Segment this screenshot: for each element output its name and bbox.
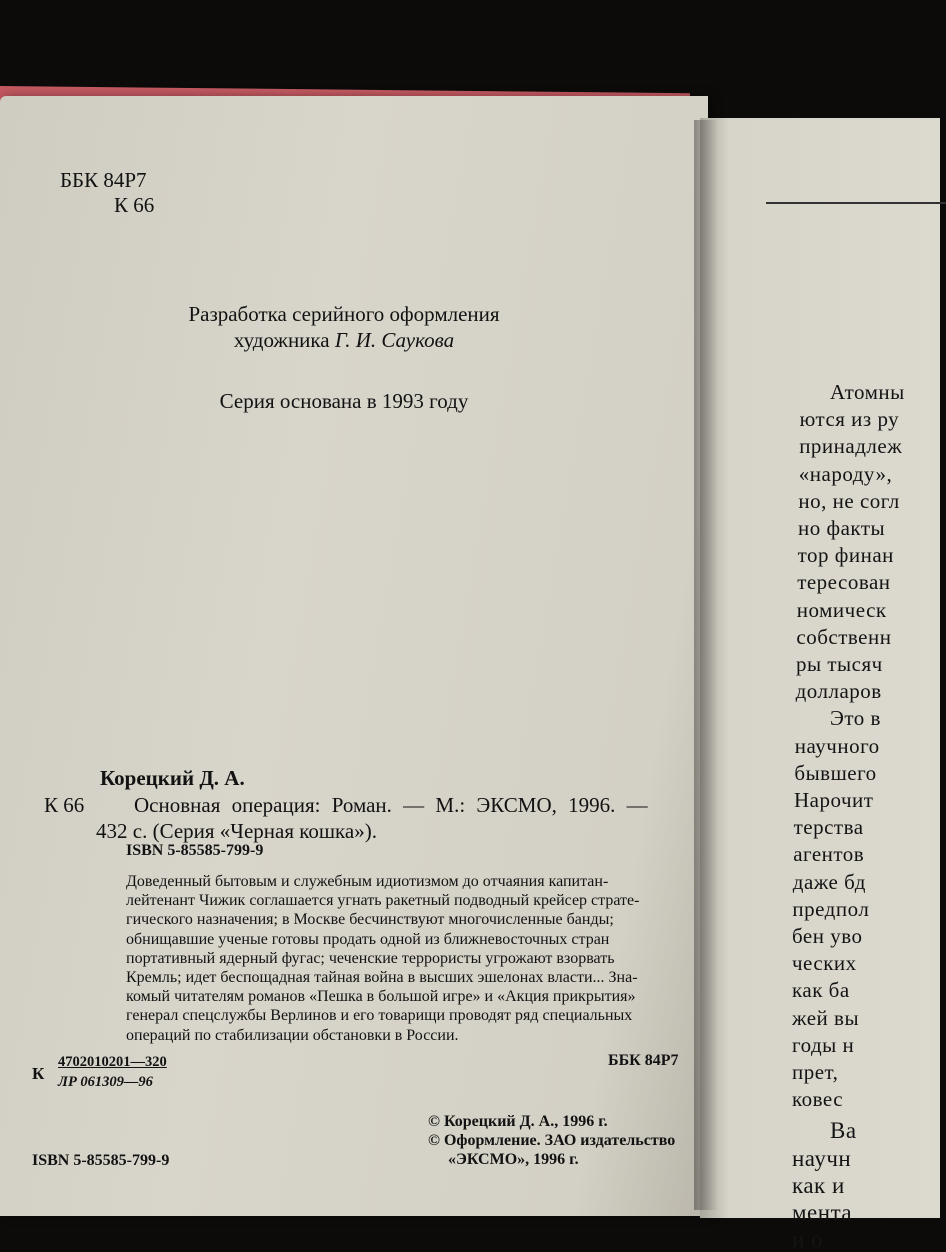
right-page-line: «народу», xyxy=(798,461,893,486)
biblio-line2: 432 с. (Серия «Черная кошка»). xyxy=(96,819,377,843)
right-page-line: терства xyxy=(793,815,864,840)
author-name: Корецкий Д. А. xyxy=(100,766,245,790)
right-page-line: ческих xyxy=(792,951,857,976)
right-page-line: предпол xyxy=(792,896,870,921)
right-page-line: собственн xyxy=(796,624,892,649)
annotation-line: Доведенный бытовым и служебным идиотизмом до отчаяния капитан- xyxy=(126,873,609,890)
design-credit-line1: Разработка серийного оформления xyxy=(188,302,500,326)
design-credit-prefix: художника xyxy=(233,328,335,352)
bbk-header xyxy=(60,168,154,218)
code-line2: ЛР 061309—96 xyxy=(58,1074,153,1090)
copyright-publisher: «ЭКСМО», 1996 г. xyxy=(448,1151,579,1168)
right-page-line: мента xyxy=(792,1200,853,1225)
bbk-bottom: ББК 84Р7 xyxy=(608,1052,679,1069)
right-page-line: даже бд xyxy=(792,869,866,894)
biblio-line1: Основная операция: Роман. — М.: ЭКСМО, 1996. — xyxy=(134,793,648,817)
right-page-line: долларов xyxy=(795,679,882,704)
right-page-line: ковес xyxy=(792,1087,844,1112)
right-page-line: принадлеж xyxy=(799,434,903,459)
annotation-line: Кремль; идет беспощадная тайная война в высших эшелонах власти... Зна- xyxy=(126,969,638,987)
isbn-bottom: ISBN 5-85585-799-9 xyxy=(32,1152,170,1169)
book-gutter xyxy=(694,120,718,1210)
right-page xyxy=(700,118,940,1252)
right-page-line: номическ xyxy=(796,597,887,622)
right-page-line: годы н xyxy=(792,1032,855,1057)
right-page-line: бен уво xyxy=(792,924,863,948)
isbn-main: ISBN 5-85585-799-9 xyxy=(126,842,264,859)
author-mark: К 66 xyxy=(114,193,155,217)
annotation-line: генерал спецслужбы Верлинов и его товарищи проводят ряд специальных xyxy=(126,1007,633,1025)
right-page-line: ются из ру xyxy=(799,407,900,432)
annotation-line: операций по стабилизации обстановки в России. xyxy=(126,1026,459,1044)
annotation-line: лейтенант Чижик соглашается угнать ракетный подводный крейсер страте- xyxy=(126,892,640,910)
right-page-line: как и xyxy=(792,1172,845,1198)
right-page-line: ры тысяч xyxy=(796,652,883,676)
copyright-design: © Оформление. ЗАО издательство xyxy=(428,1132,676,1149)
right-page-line: Нарочит xyxy=(794,788,874,812)
code-line1: 4702010201—320 xyxy=(58,1054,167,1070)
annotation-line: обнищавшие ученые готовы продать одной из ближневосточных стран xyxy=(126,930,610,948)
bbk-code: ББК 84Р7 xyxy=(60,168,147,192)
right-page-line: агентов xyxy=(793,842,865,867)
right-page-line: но, не согл xyxy=(798,488,900,513)
right-page-line: бывшего xyxy=(794,760,877,785)
left-page xyxy=(0,96,708,1216)
annotation-line: портативный ядерный фугас; чеченские террористы угрожают взорвать xyxy=(126,949,615,967)
k-letter: К xyxy=(32,1064,45,1083)
right-page-line: Это в xyxy=(830,706,881,731)
annotation xyxy=(126,872,686,1045)
right-page-line: но факты xyxy=(798,516,886,540)
right-page-line: тор финан xyxy=(797,543,894,568)
annotation-line: комый читателям романов «Пешка в большой игре» и «Акция прикрытия» xyxy=(126,988,636,1006)
right-page-line: научного xyxy=(794,733,880,758)
right-page-line: как ба xyxy=(792,978,850,1003)
right-page-line: научн xyxy=(792,1145,852,1171)
right-page-line: тересован xyxy=(797,570,891,595)
header-rule xyxy=(766,202,946,204)
right-page-line: и о xyxy=(792,1227,824,1252)
copyright-author: © Корецкий Д. А., 1996 г. xyxy=(428,1113,608,1130)
right-page-line: жей вы xyxy=(792,1005,860,1030)
annotation-line: гического назначения; в Москве бесчинствуют многочисленные банды; xyxy=(126,911,614,929)
design-credit-line2 xyxy=(0,327,698,353)
right-page-line: прет, xyxy=(792,1060,839,1084)
catalog-code: К 66 xyxy=(44,793,85,817)
right-page-line: Атомны xyxy=(830,380,905,404)
series-founded: Серия основана в 1993 году xyxy=(219,389,469,413)
designer-name: Г. И. Саукова xyxy=(334,328,455,352)
right-page-line: Ва xyxy=(830,1118,857,1144)
